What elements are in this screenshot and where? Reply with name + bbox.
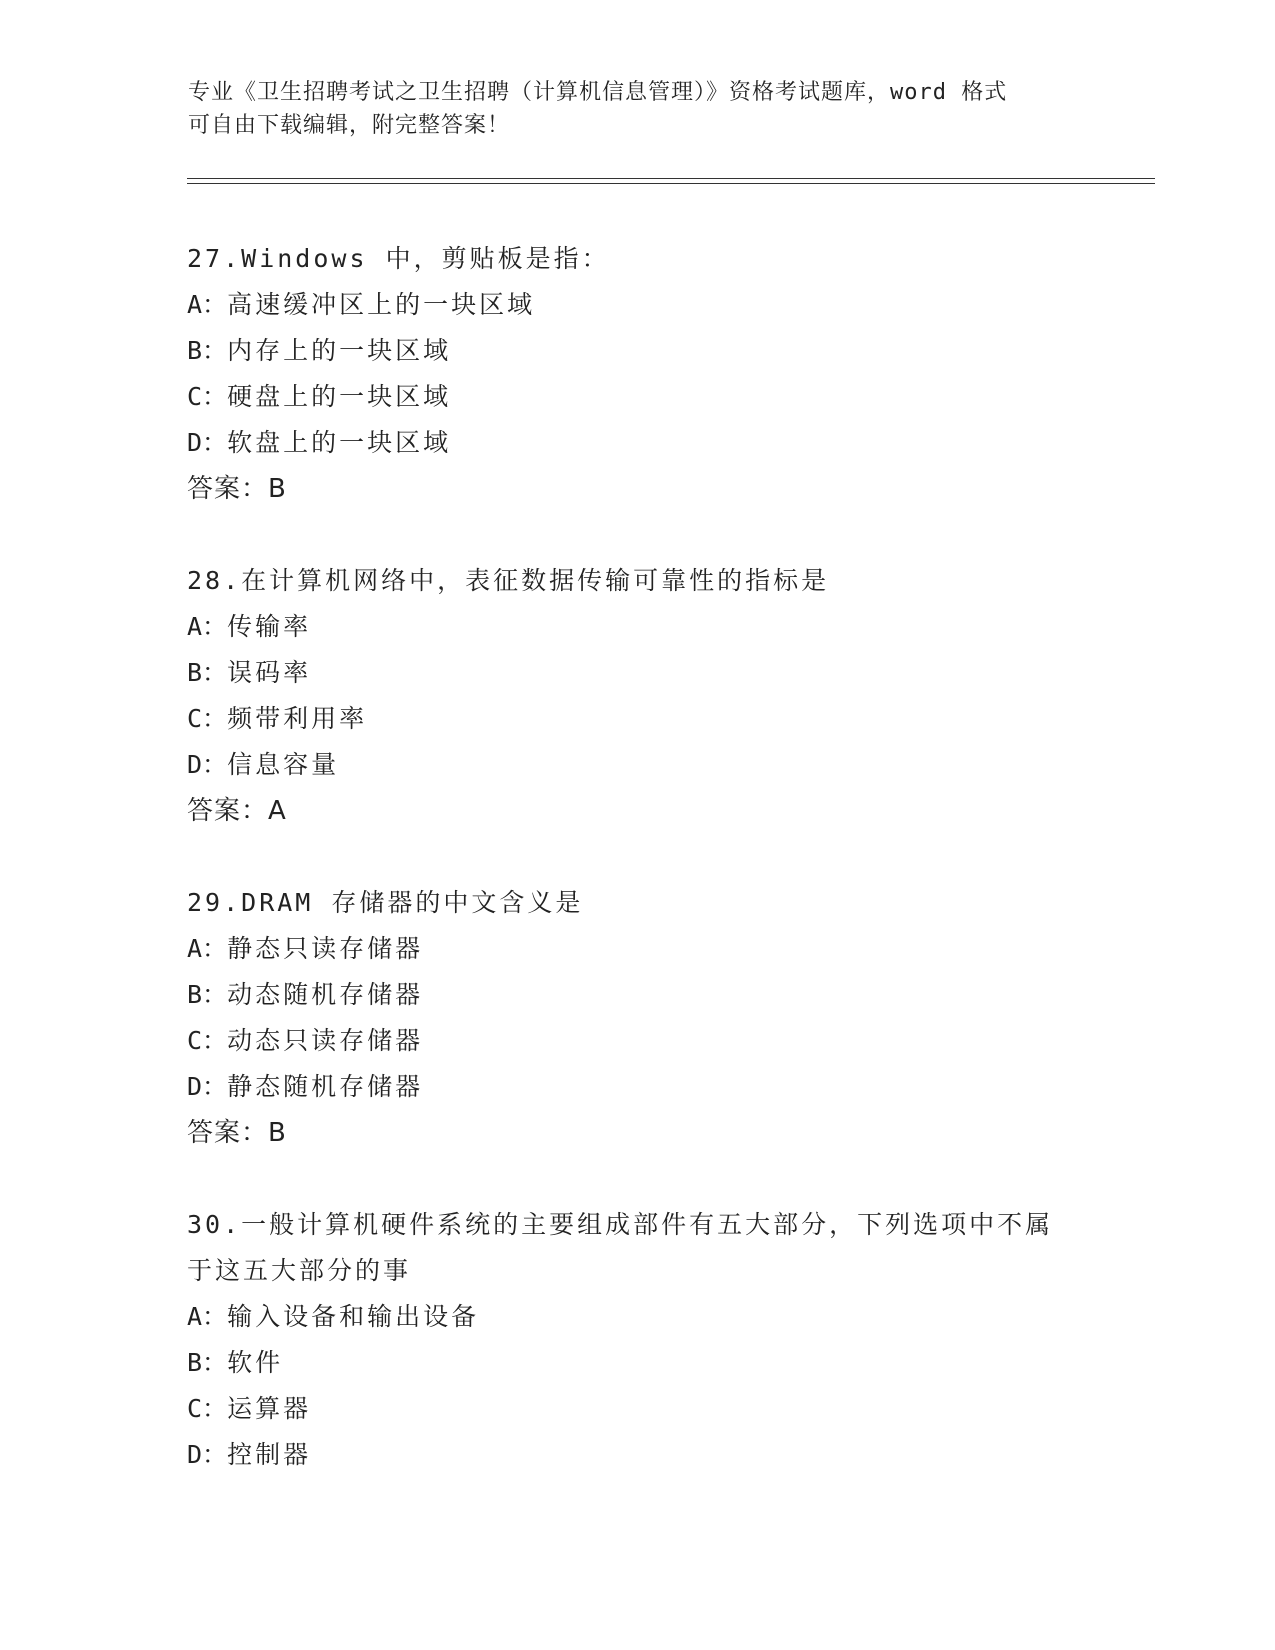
option-letter: B：	[187, 980, 228, 1009]
question-list	[187, 236, 1107, 1524]
option-letter: C：	[187, 1026, 228, 1055]
question-stem-line-2: 于这五大部分的事	[187, 1256, 412, 1285]
option-text: 动态只读存储器	[227, 1026, 424, 1055]
option-b	[187, 328, 1107, 374]
option-text: 信息容量	[227, 750, 340, 779]
option-text: 输入设备和输出设备	[227, 1302, 480, 1331]
option-letter: B：	[187, 336, 228, 365]
question-30	[187, 1202, 1107, 1478]
option-letter: D：	[187, 1072, 228, 1101]
option-text: 内存上的一块区域	[227, 336, 452, 365]
header-rule-top	[187, 178, 1155, 179]
header-line-1: 专业《卫生招聘考试之卫生招聘（计算机信息管理）》资格考试题库，word 格式	[188, 80, 1008, 105]
option-c	[187, 696, 1107, 742]
option-d	[187, 742, 1107, 788]
option-letter: B：	[187, 658, 228, 687]
question-stem-line-1: 30.一般计算机硬件系统的主要组成部件有五大部分，下列选项中不属	[187, 1210, 1054, 1239]
document-header	[188, 76, 1088, 142]
option-b	[187, 972, 1107, 1018]
option-letter: D：	[187, 750, 228, 779]
option-a	[187, 1294, 1107, 1340]
option-d	[187, 420, 1107, 466]
option-letter: C：	[187, 382, 228, 411]
option-text: 动态随机存储器	[227, 980, 424, 1009]
option-letter: A：	[187, 1302, 228, 1331]
answer-line: 答案：B	[187, 474, 287, 504]
option-text: 运算器	[227, 1394, 312, 1423]
option-text: 静态随机存储器	[227, 1072, 424, 1101]
question-28	[187, 558, 1107, 834]
question-stem: 29.DRAM 存储器的中文含义是	[187, 888, 584, 917]
option-text: 误码率	[227, 658, 312, 687]
option-letter: C：	[187, 704, 228, 733]
option-letter: D：	[187, 428, 228, 457]
option-letter: B：	[187, 1348, 228, 1377]
answer-line: 答案：B	[187, 1118, 287, 1148]
option-a	[187, 926, 1107, 972]
question-stem: 28.在计算机网络中，表征数据传输可靠性的指标是	[187, 566, 830, 595]
option-c	[187, 1018, 1107, 1064]
option-text: 频带利用率	[227, 704, 368, 733]
question-27	[187, 236, 1107, 512]
question-stem: 27.Windows 中，剪贴板是指：	[187, 244, 610, 273]
question-29	[187, 880, 1107, 1156]
header-rule-bottom	[187, 183, 1155, 184]
option-letter: A：	[187, 934, 228, 963]
option-text: 高速缓冲区上的一块区域	[227, 290, 536, 319]
option-letter: D：	[187, 1440, 228, 1469]
option-text: 软盘上的一块区域	[227, 428, 452, 457]
option-letter: A：	[187, 290, 228, 319]
option-text: 传输率	[227, 612, 312, 641]
option-letter: C：	[187, 1394, 228, 1423]
option-text: 软件	[227, 1348, 284, 1377]
header-line-2: 可自由下载编辑，附完整答案！	[188, 113, 511, 138]
option-text: 静态只读存储器	[227, 934, 424, 963]
option-text: 硬盘上的一块区域	[227, 382, 452, 411]
option-a	[187, 282, 1107, 328]
option-c	[187, 1386, 1107, 1432]
option-b	[187, 650, 1107, 696]
option-a	[187, 604, 1107, 650]
answer-line: 答案：A	[187, 796, 287, 826]
option-b	[187, 1340, 1107, 1386]
option-c	[187, 374, 1107, 420]
option-letter: A：	[187, 612, 228, 641]
option-d	[187, 1432, 1107, 1478]
option-d	[187, 1064, 1107, 1110]
option-text: 控制器	[227, 1440, 312, 1469]
